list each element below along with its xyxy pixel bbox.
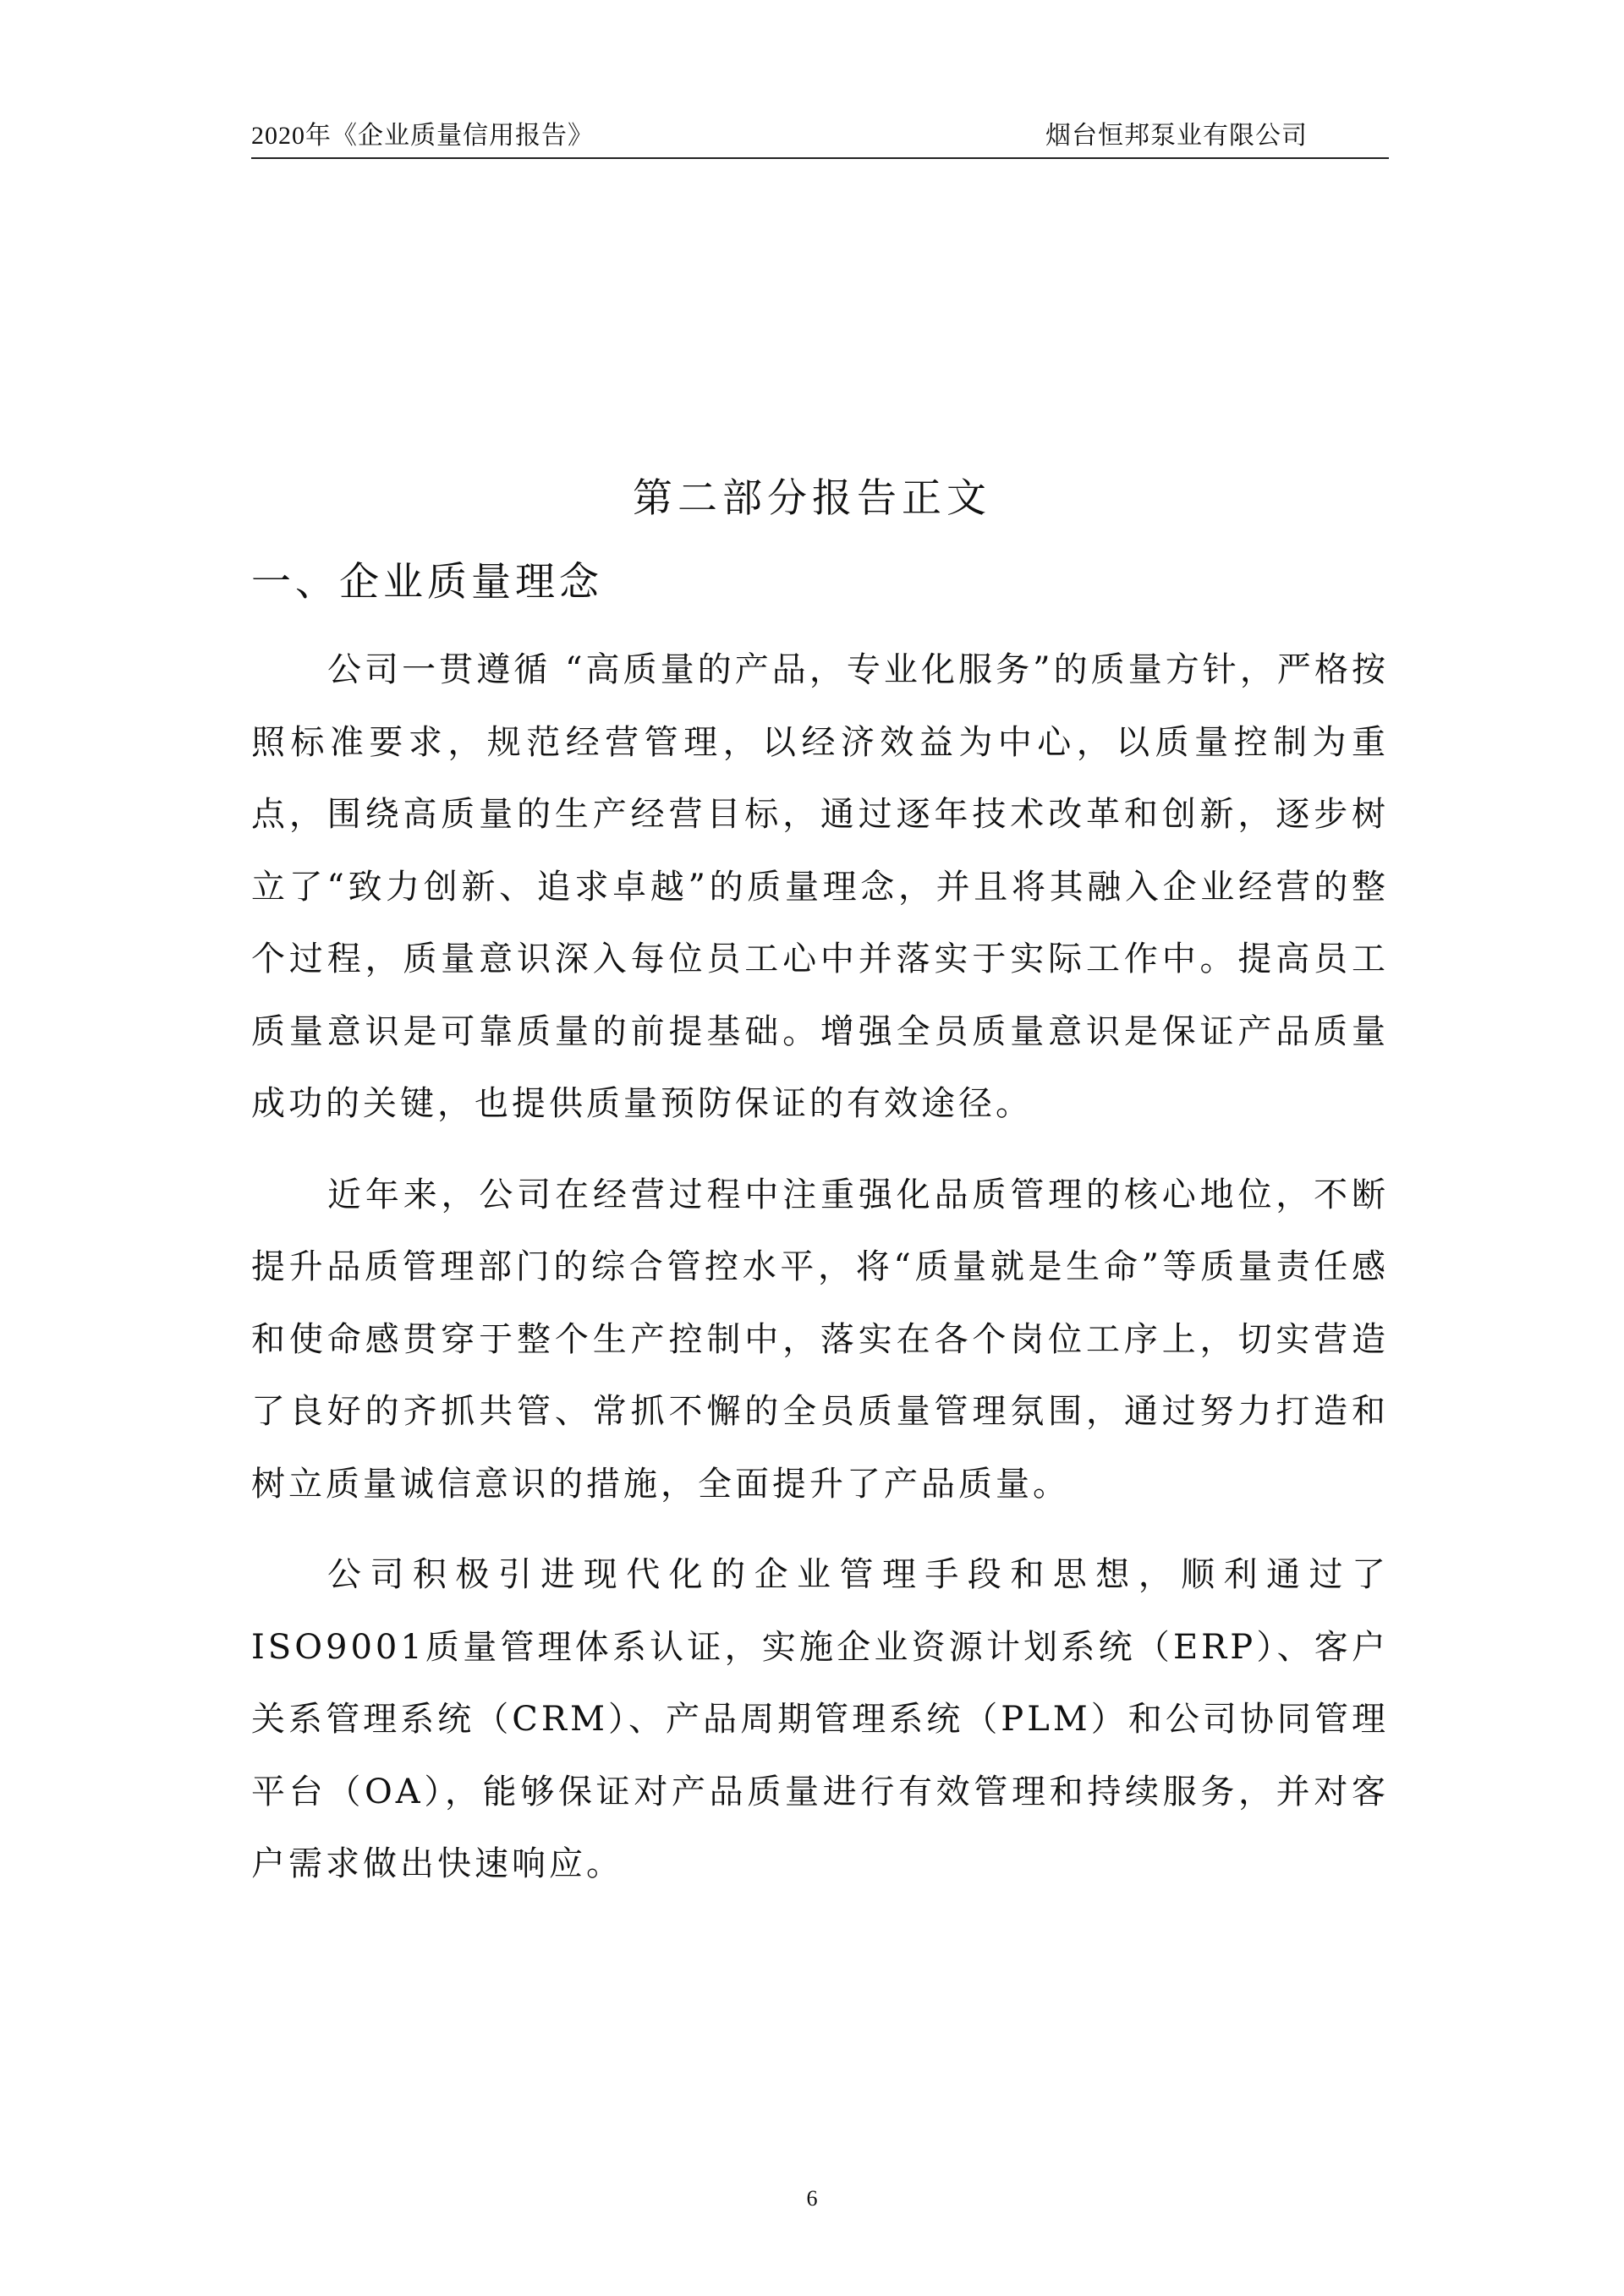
header-company-name: 烟台恒邦泵业有限公司: [1045, 122, 1308, 150]
header-report-title: 2020年《企业质量信用报告》: [251, 122, 594, 150]
paragraph-quality-management: 近年来，公司在经营过程中注重强化品质管理的核心地位，不断提升品质管理部门的综合管控水平，将“质量就是生命”等质量责任感和使命感贯穿于整个生产控制中，落实在各个岗位工序上，切实营造了良好的齐抓共管、常抓不懈的全员质量管理氛围，通过努力打造和树立质量诚信意识的措施，全面提升了产品质量。: [251, 1175, 1389, 1504]
paragraph-management-systems: 公司积极引进现代化的企业管理手段和思想，顺利通过了ISO9001质量管理体系认证，实施企业资源计划系统（ERP）、客户关系管理系统（CRM）、产品周期管理系统（PLM）和公司协同管理平台（OA），能够保证对产品质量进行有效管理和持续服务，并对客户需求做出快速响应。: [251, 1555, 1389, 1883]
section-body: [251, 634, 1389, 1920]
document-title: 第二部分报告正文: [633, 475, 991, 522]
section-heading: 一、企业质量理念: [251, 559, 603, 606]
paragraph-quality-policy: 公司一贯遵循 “高质量的产品，专业化服务”的质量方针，严格按照标准要求，规范经营管理，以经济效益为中心，以质量控制为重点，围绕高质量的生产经营目标，通过逐年技术改革和创新，逐步树立了“致力创新、追求卓越”的质量理念，并且将其融入企业经营的整个过程，质量意识深入每位员工心中并落实于实际工作中。提高员工质量意识是可靠质量的前提基础。增强全员质量意识是保证产品质量成功的关键，也提供质量预防保证的有效途径。: [251, 650, 1389, 1123]
page-header: [251, 115, 1389, 159]
page-number: 6: [806, 2186, 818, 2211]
